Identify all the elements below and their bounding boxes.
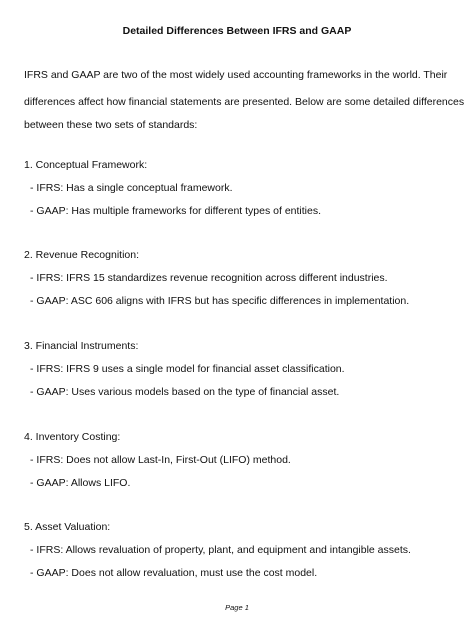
section-heading-5: 5. Asset Valuation: [24,521,111,533]
section-2-gaap: - GAAP: ASC 606 aligns with IFRS but has specific differences in implementation. [30,295,410,307]
intro-line-3: between these two sets of standards: [24,119,198,131]
section-4-ifrs: - IFRS: Does not allow Last-In, First-Out (LIFO) method. [30,454,291,466]
section-4-gaap: - GAAP: Allows LIFO. [30,477,131,489]
section-5-gaap: - GAAP: Does not allow revaluation, must use the cost model. [30,567,318,579]
section-heading-4: 4. Inventory Costing: [24,431,121,443]
page-number: Page 1 [225,603,249,612]
section-1-gaap: - GAAP: Has multiple frameworks for different types of entities. [30,205,322,217]
section-2-ifrs: - IFRS: IFRS 15 standardizes revenue recognition across different industries. [30,272,388,284]
section-3-gaap: - GAAP: Uses various models based on the type of financial asset. [30,386,340,398]
intro-line-2: differences affect how financial statements are presented. Below are some detailed differences [24,96,465,108]
section-3-ifrs: - IFRS: IFRS 9 uses a single model for financial asset classification. [30,363,345,375]
section-heading-2: 2. Revenue Recognition: [24,249,139,261]
section-heading-3: 3. Financial Instruments: [24,340,139,352]
intro-line-1: IFRS and GAAP are two of the most widely used accounting frameworks in the world. Their [24,69,448,81]
document-title: Detailed Differences Between IFRS and GAAP [122,25,352,37]
section-5-ifrs: - IFRS: Allows revaluation of property, plant, and equipment and intangible assets. [30,544,411,556]
section-1-ifrs: - IFRS: Has a single conceptual framework. [30,182,233,194]
section-heading-1: 1. Conceptual Framework: [24,159,148,171]
